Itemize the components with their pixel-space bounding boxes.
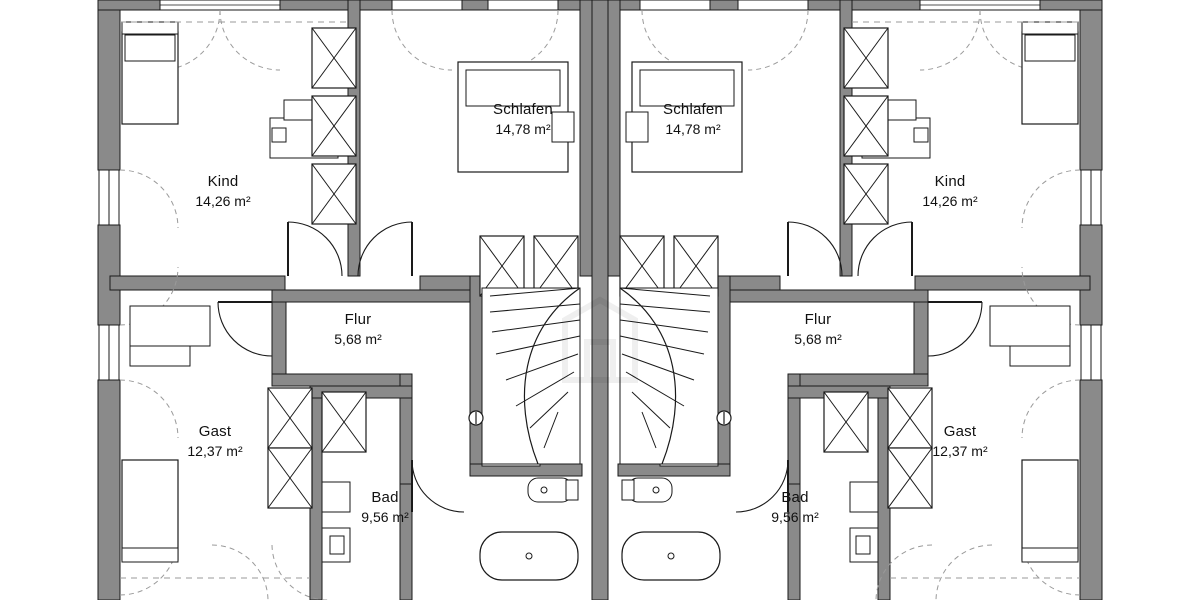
room-name: Gast — [198, 423, 232, 440]
room-area: 14,26 m² — [922, 193, 978, 210]
room-name: Schlafen — [493, 101, 553, 118]
room-area: 14,78 m² — [495, 121, 551, 138]
room-area: 9,56 m² — [771, 509, 819, 526]
room-name: Schlafen — [663, 101, 723, 118]
room-name: Flur — [344, 311, 372, 328]
room-name: Bad — [371, 489, 399, 506]
room-area: 5,68 m² — [334, 331, 382, 348]
room-name: Bad — [781, 489, 809, 506]
room-area: 14,78 m² — [665, 121, 721, 138]
room-area: 12,37 m² — [187, 443, 243, 460]
room-area: 14,26 m² — [195, 193, 251, 210]
room-area: 5,68 m² — [794, 331, 842, 348]
room-name: Kind — [934, 173, 966, 190]
room-area: 12,37 m² — [932, 443, 988, 460]
room-name: Gast — [943, 423, 977, 440]
watermark — [545, 290, 655, 400]
room-name: Kind — [207, 173, 239, 190]
room-name: Flur — [804, 311, 832, 328]
room-area: 9,56 m² — [361, 509, 409, 526]
